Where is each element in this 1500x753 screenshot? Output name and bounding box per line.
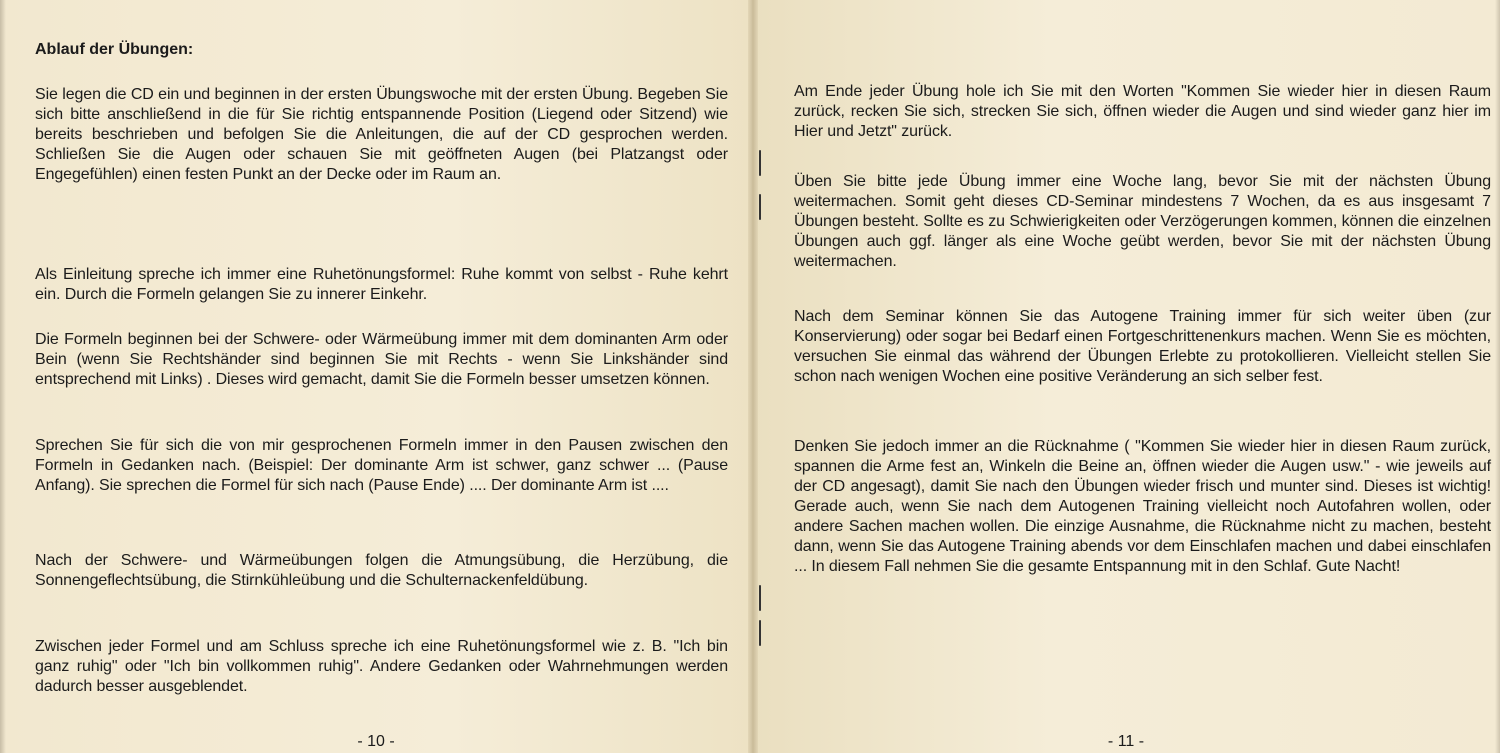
left-paragraph-2: Als Einleitung spreche ich immer eine Ruhetönungsformel: Ruhe kommt von selbst - Ruhe kehrt ein. Durch die Formeln gelangen Sie zu innerer Einkehr.	[35, 266, 728, 303]
gutter-mark	[759, 150, 761, 176]
right-paragraph-3: Nach dem Seminar können Sie das Autogene Training immer für sich weiter üben (zur Konservierung) oder sogar bei Bedarf einen Fortgeschrittenenkurs machen. Wenn Sie es möchten, versuchen Sie einmal das während der Übungen Erlebte zu protokollieren. Vielleicht stellen Sie schon nach wenigen Wochen eine positive Veränderung an sich selber fest.	[794, 308, 1491, 385]
left-paragraph-4: Sprechen Sie für sich die von mir gesprochenen Formeln immer in den Pausen zwischen den Formeln in Gedanken nach. (Beispiel: Der dominante Arm ist schwer, ganz schwer ... (Pause Anfang). Sie sprechen die Formel für sich nach (Pause Ende) .... Der dominante Arm ist ....	[35, 437, 728, 494]
right-paragraph-2: Üben Sie bitte jede Übung immer eine Woche lang, bevor Sie mit der nächsten Übung weitermachen. Somit geht dieses CD-Seminar mindestens 7 Wochen, da es aus insgesamt 7 Übungen besteht. Sollte es zu Schwierigkeiten oder Verzögerungen kommen, können die einzelnen Übungen auch ggf. länger als eine Woche geübt werden, bevor Sie mit der nächsten Übung weitermachen.	[794, 173, 1491, 270]
left-paragraph-6: Zwischen jeder Formel und am Schluss spreche ich eine Ruhetönungsformel wie z. B. "Ich bin ganz ruhig" oder "Ich bin vollkommen ruhig". Andere Gedanken oder Wahrnehmungen werden dadurch besser ausgeblendet.	[35, 638, 728, 695]
left-paragraph-3: Die Formeln beginnen bei der Schwere- oder Wärmeübung immer mit dem dominanten Arm oder Bein (wenn Sie Rechtshänder sind beginnen Sie mit Rechts - wenn Sie Linkshänder sind entsprechend mit Links) . Dieses wird gemacht, damit Sie die Formeln besser umsetzen können.	[35, 331, 728, 388]
gutter-mark	[759, 585, 761, 611]
right-paragraph-1: Am Ende jeder Übung hole ich Sie mit den Worten "Kommen Sie wieder hier in diesen Raum zurück, recken Sie sich, strecken Sie sich, öffnen wieder die Augen und sind wieder ganz hier im Hier und Jetzt" zurück.	[794, 83, 1491, 140]
section-heading: Ablauf der Übungen:	[35, 41, 194, 58]
left-page-edge-shadow	[0, 0, 6, 753]
right-page	[752, 0, 1500, 753]
gutter-mark	[759, 620, 761, 646]
right-page-number: - 11 -	[1107, 733, 1145, 750]
left-paragraph-1: Sie legen die CD ein und beginnen in der ersten Übungswoche mit der ersten Übung. Begeben Sie sich bitte anschließend in die für Sie richtig entspannende Position (Liegend oder Sitzend) wie bereits beschrieben und befolgen Sie die Anleitungen, die auf der CD gesprochen werden. Schließen Sie die Augen oder schauen Sie mit geöffneten Augen (bei Platzangst oder Engegefühlen) einen festen Punkt an der Decke oder im Raum an.	[35, 86, 728, 183]
gutter-mark	[759, 194, 761, 220]
right-paragraph-4: Denken Sie jedoch immer an die Rücknahme ( "Kommen Sie wieder hier in diesen Raum zurück, spannen die Arme fest an, Winkeln die Beine an, öffnen wieder die Augen usw." - wie jeweils auf der CD angesagt), damit Sie nach den Übungen wieder frisch und munter sind. Dieses ist wichtig! Gerade auch, wenn Sie nach dem Autogenen Training vielleicht noch Autofahren wollen, oder andere Sachen machen wollen. Die einzige Ausnahme, die Rücknahme nicht zu machen, besteht dann, wenn Sie das Autogene Training abends vor dem Einschlafen machen und dabei einschlafen ... In diesem Fall nehmen Sie die gesamte Entspannung mit in den Schlaf. Gute Nacht!	[794, 438, 1491, 575]
left-paragraph-5: Nach der Schwere- und Wärmeübungen folgen die Atmungsübung, die Herzübung, die Sonnengeflechtsübung, die Stirnkühleübung und die Schulternackenfeldübung.	[35, 552, 728, 589]
right-page-edge-shadow	[1495, 0, 1500, 753]
book-gutter	[748, 0, 758, 753]
left-page-number: - 10 -	[357, 733, 395, 750]
